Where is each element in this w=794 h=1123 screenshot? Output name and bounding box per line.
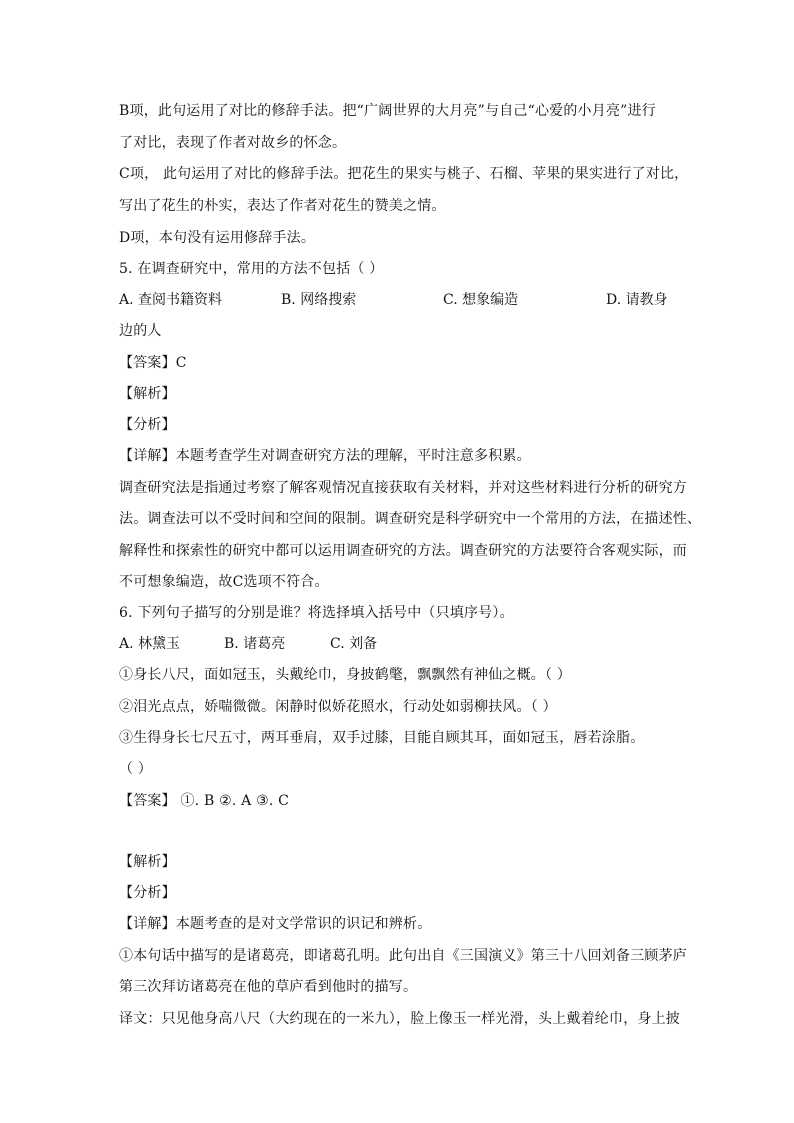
detail-5-para-line-3: 解释性和探索性的研究中都可以运用调查研究的方法。调查研究的方法要符合客观实际，而 [119, 543, 687, 559]
detail-5-para-line-1: 调查研究法是指通过考察了解客观情况直接获取有关材料，并对这些材料进行分析的研究方 [119, 480, 687, 496]
detail-6-para-line-2: 第三次拜访诸葛亮在他的草庐看到他时的描写。 [119, 979, 418, 995]
question-6-sentence-3-blank: （ ） [119, 761, 153, 777]
question-6-option-c: C. 刘备 [330, 636, 378, 652]
answer-6: 【答案】 ①. B ②. A ③. C [119, 793, 290, 809]
question-6: 6. 下列句子描写的分别是谁？将选择填入括号中（只填序号）。 [119, 605, 514, 621]
detail-6: 【详解】本题考查的是对文学常识的识记和辨析。 [119, 916, 432, 932]
detail-6-para-line-1: ①本句话中描写的是诸葛亮，即诸葛孔明。此句出自《三国演义》第三十八回刘备三顾茅庐 [119, 948, 687, 964]
detail-5-para-line-2: 法。调查法可以不受时间和空间的限制。调查研究是科学研究中一个常用的方法，在描述性、 [119, 511, 702, 527]
detail-5-para-line-4: 不可想象编造，故C选项不符合。 [119, 574, 329, 590]
detail-5: 【详解】本题考查学生对调查研究方法的理解，平时注意多积累。 [119, 448, 531, 464]
question-5-option-d: D. 请教身 [606, 292, 668, 308]
question-5-option-a: A. 查阅书籍资料 [119, 292, 223, 308]
question-6-option-b: B. 诸葛亮 [224, 636, 286, 652]
question-6-sentence-1: ①身长八尺，面如冠玉，头戴纶巾，身披鹤氅，飘飘然有神仙之概。（ ） [119, 667, 572, 683]
fenxi-heading-5: 【分析】 [119, 417, 176, 433]
question-5-option-b: B. 网络搜索 [281, 292, 357, 308]
analysis-heading-6: 【解析】 [119, 854, 176, 870]
question-5-option-c: C. 想象编造 [443, 292, 519, 308]
option-b-explanation-line-2: 了对比，表现了作者对故乡的怀念。 [119, 135, 347, 151]
question-6-option-a: A. 林黛玉 [119, 636, 181, 652]
option-c-explanation-line-2: 写出了花生的朴实，表达了作者对花生的赞美之情。 [119, 198, 446, 214]
option-c-explanation-line-1: C项， 此句运用了对比的修辞手法。把花生的果实与桃子、石榴、苹果的果实进行了对比， [119, 166, 689, 182]
answer-5: 【答案】C [119, 355, 187, 371]
fenxi-heading-6: 【分析】 [119, 885, 176, 901]
detail-6-para-line-3: 译文：只见他身高八尺（大约现在的一米九），脸上像玉一样光滑，头上戴着纶巾，身上披 [119, 1011, 680, 1027]
question-6-sentence-2: ②泪光点点，娇喘微微。闲静时似娇花照水，行动处如弱柳扶风。（ ） [119, 699, 557, 715]
question-5-option-d-continued: 边的人 [119, 323, 162, 339]
option-d-explanation: D项，本句没有运用修辞手法。 [119, 230, 316, 246]
question-5: 5. 在调查研究中，常用的方法不包括（ ） [119, 261, 384, 277]
question-6-sentence-3: ③生得身长七尺五寸，两耳垂肩，双手过膝，目能自顾其耳，面如冠玉，唇若涂脂。 [119, 730, 645, 746]
analysis-heading-5: 【解析】 [119, 386, 176, 402]
option-b-explanation-line-1: B项，此句运用了对比的修辞手法。把“广阔世界的大月亮”与自己“心爱的小月亮”进行 [119, 103, 656, 119]
